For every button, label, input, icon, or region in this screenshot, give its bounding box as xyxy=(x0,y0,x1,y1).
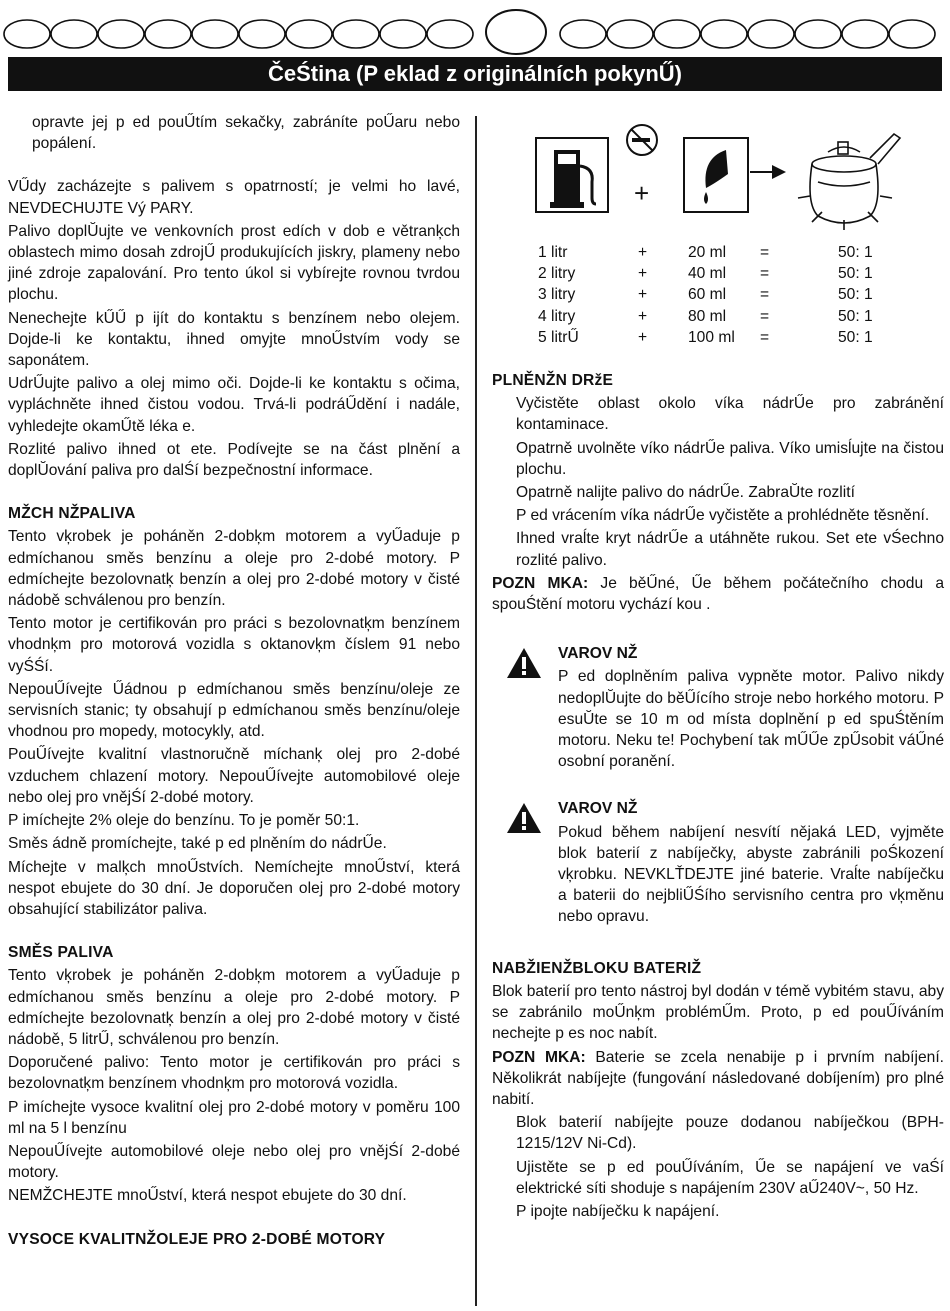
paragraph: P ipojte nabíječku k napájení. xyxy=(516,1202,720,1220)
table-row: 1 litr + 20 ml = 50: 1 xyxy=(538,244,873,261)
table-row: 5 litrŰ + 100 ml = 50: 1 xyxy=(538,328,873,346)
paragraph: Opatrně uvolněte víko nádrŰe paliva. Víko umisĺujte na čistou plochu. xyxy=(516,439,944,478)
warning-text: Pokud během nabíjení nesvítí nějaká LED, vyjměte blok baterií z nabíječky, abyste zabránili poŚkození vķrobku. NEVKLŤDEJTE jiné baterie. Vraĺte nabíječku a baterii do nejbliŰŚího servisního centra pro vķměnu nebo opravu. xyxy=(558,823,944,926)
paragraph: P ed vrácením víka nádrŰe vyčistěte a prohlédněte těsnění. xyxy=(516,507,930,525)
warning-box xyxy=(492,643,944,772)
note-text: Je běŰné, Űe během počátečního chodu a spouŚtění motoru vychází kou . xyxy=(492,574,944,614)
paragraph: Nenechejte kŰŰ p ijít do kontaktu s benzínem nebo olejem. Dojde-li ke kontaktu, ihned omyjte mnoŰstvím vody se saponátem. xyxy=(8,309,460,370)
mix-ratio-table xyxy=(538,242,898,348)
table-row: 4 litry + 80 ml = 50: 1 xyxy=(538,307,873,325)
paragraph: NepouŰívejte Űádnou p edmíchanou směs benzínu/oleje ze servisních stanic; ty obsahují p edmíchanou směs benzínu/oleje vhodnou pro mopedy, motocykly, atd. xyxy=(8,680,460,741)
paragraph: Míchejte v malķch mnoŰstvích. Nemíchejte mnoŰství, která nespot ebujete do 30 dní. Je doporučen olej pro 2-dobé motory obsahující stabilizátor paliva. xyxy=(8,858,460,918)
paragraph: UdrŰujte palivo a olej mimo oči. Dojde-li ke kontaktu s očima, vypláchněte ihned čistou vodou. Trvá-li podráŰdění i nadále, vyhledejte okamŰtě léka e. xyxy=(8,375,460,435)
note-label: POZN MKA: xyxy=(492,1048,586,1066)
paragraph: Blok baterií nabíjejte pouze dodanou nabíječkou (BPH-1215/12V Ni-Cd). xyxy=(516,1114,944,1153)
right-column xyxy=(492,112,944,1224)
paragraph: Vyčistěte oblast okolo víka nádrŰe pro zabránění kontaminace. xyxy=(516,395,944,434)
note-text: Baterie se zcela nenabije p i prvním nabíjení. Několikrát nabíjejte (fungování následované dobíjením) pro plné nabití. xyxy=(492,1048,944,1108)
note-label: POZN MKA: xyxy=(492,574,589,592)
fuel-can-icon xyxy=(798,134,900,230)
paragraph: Ihned vraĺte kryt nádrŰe a utáhněte rukou. Set ete vŚechno rozlité palivo. xyxy=(516,530,944,569)
section-heading: MŽCH NŽPALIVA xyxy=(8,505,136,523)
table-row: 2 litry + 40 ml = 50: 1 xyxy=(538,265,873,283)
paragraph: Tento motor je certifikován pro práci s bezolovnatķm benzínem vhodnķm pro motorová vozidla s oktanovķm číslem 91 nebo vyŚŚí. xyxy=(8,615,460,675)
page-title: ČeŚtina (P eklad z originálních pokynŰ) xyxy=(8,57,942,91)
section-heading: SMĚS PALIVA xyxy=(8,944,114,962)
section-heading: PLNĚNŽN DRžE xyxy=(492,372,614,390)
paragraph: Ujistěte se p ed pouŰíváním, Űe se napájení ve vaŚí elektrické síti shoduje s napájením 230V aŰ240V~, 50 Hz. xyxy=(516,1158,944,1197)
paragraph: Tento vķrobek je poháněn 2-dobķm motorem a vyŰaduje p edmíchanou směs benzínu a oleje pro 2-dobé motory. P edmíchejte bezolovnatķ benzín a olej pro 2-dobé motory v čisté nádobě, 5 litrŰ, schválenou pro benzín. xyxy=(8,967,460,1048)
warning-icon xyxy=(506,647,542,679)
section-heading: VYSOCE KVALITNŽOLEJE PRO 2-DOBÉ MOTORY xyxy=(8,1230,386,1248)
column-divider xyxy=(475,116,477,1306)
section-heading: NABŽIENŽBLOKU BATERIŽ xyxy=(492,959,702,977)
paragraph: Směs ádně promíchejte, také p ed plněním do nádrŰe. xyxy=(8,835,387,853)
warning-box xyxy=(492,798,944,927)
plus-sign: + xyxy=(634,178,650,208)
table-row: 3 litry + 60 ml = 50: 1 xyxy=(538,286,873,304)
warning-title: VAROV NŽ xyxy=(558,800,638,818)
fuel-mix-illustration xyxy=(492,112,944,242)
fuel-pump-icon xyxy=(536,138,608,212)
left-column xyxy=(8,112,460,1252)
paragraph: Doporučené palivo: Tento motor je certifikován pro práci s bezolovnatķm benzínem vhodnķm pro motorová vozidla. xyxy=(8,1054,460,1093)
paragraph: NEMŽCHEJTE mnoŰství, která nespot ebujete do 30 dní. xyxy=(8,1187,407,1205)
paragraph: Tento vķrobek je poháněn 2-dobķm motorem a vyŰaduje p edmíchanou směs benzínu a oleje pro 2-dobé motory. P edmíchejte bezolovnatķ benzín a olej pro 2-dobé motory v čisté nádobě schválenou pro benzín. xyxy=(8,528,460,610)
paragraph: Palivo doplŬujte ve venkovních prost edích v dob e větranķch oblastech mimo dosah zdrojŰ produkujících jiskry, plameny nebo jiné zdroje zapalování. Pro tento úkol si vybírejte rovnou tvrdou plochu. xyxy=(8,222,460,304)
paragraph: NepouŰívejte automobilové oleje nebo olej pro vnějŚí 2-dobé motory. xyxy=(8,1142,460,1182)
paragraph: opravte jej p ed pouŰtím sekačky, zabráníte poŰaru nebo popálení. xyxy=(32,114,460,153)
warning-icon xyxy=(506,802,542,834)
paragraph: P imíchejte 2% oleje do benzínu. To je poměr 50:1. xyxy=(8,812,360,830)
warning-text: P ed doplněním paliva vypněte motor. Palivo nikdy nedoplŬujte do běŰícího stroje nebo horkého motoru. P esuŬte se 10 m od místa doplnění p ed spuŚtěním motoru. Neku te! Pochybení tak mŰŰe zpŰsobit váŰné osobní poranění. xyxy=(558,668,944,771)
arrow-right-icon xyxy=(750,165,786,179)
note xyxy=(492,573,944,615)
paragraph: P imíchejte vysoce kvalitní olej pro 2-dobé motory v poměru 100 ml na 5 l benzínu xyxy=(8,1098,460,1137)
warning-title: VAROV NŽ xyxy=(558,645,638,663)
paragraph: PouŰívejte kvalitní vlastnoručně míchanķ olej pro 2-dobé vzduchem chlazení motory. NepouŰívejte automobilové oleje nebo olej pro vnějŚí 2-dobé motory. xyxy=(8,746,460,806)
note xyxy=(492,1047,944,1111)
language-tabs xyxy=(0,6,950,56)
oil-drop-icon xyxy=(684,138,748,212)
paragraph: Rozlité palivo ihned ot ete. Podívejte se na část plnění a doplŬování paliva pro dalŚí bezpečnostní informace. xyxy=(8,440,460,480)
paragraph: Opatrně nalijte palivo do nádrŰe. ZabraŬte rozlití xyxy=(516,484,855,502)
paragraph: Blok baterií pro tento nástroj byl dodán v témě vybitém stavu, aby se zabránilo moŰnķm problémŰm. Proto, p ed pouŰíváním nechejte p es noc nabít. xyxy=(492,982,944,1043)
paragraph: VŰdy zacházejte s palivem s opatrností; je velmi ho lavé, NEVDECHUJTE Vý PARY. xyxy=(8,178,460,217)
no-smoking-icon xyxy=(627,125,657,155)
